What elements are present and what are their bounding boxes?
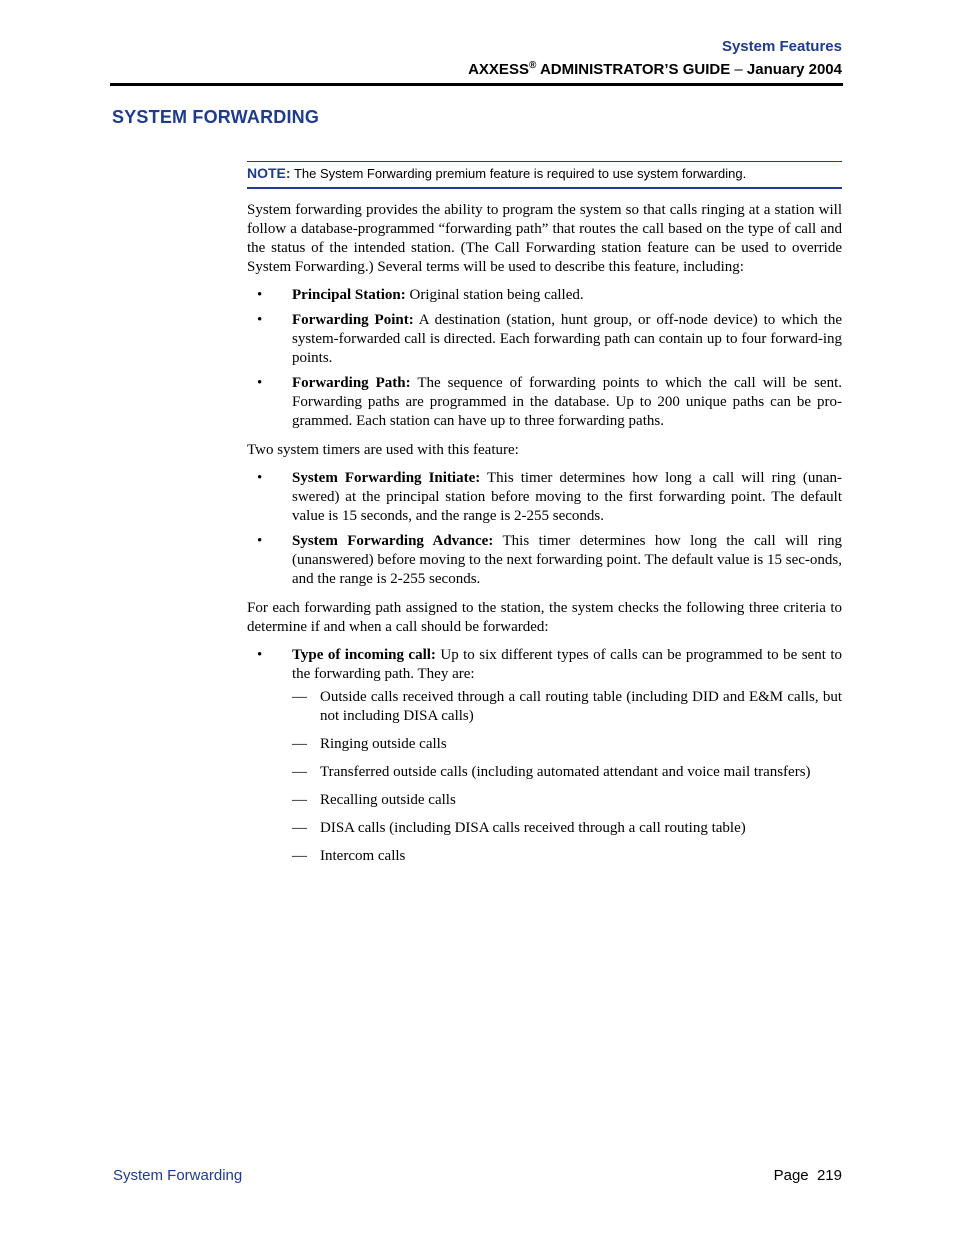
criteria-list xyxy=(247,646,842,866)
note-text: The System Forwarding premium feature is required to use system forwarding. xyxy=(290,166,747,181)
call-type-text: Recalling outside calls xyxy=(320,792,456,808)
timers-list xyxy=(247,469,842,589)
list-item xyxy=(247,532,842,589)
list-item xyxy=(247,646,842,866)
dash-icon: — xyxy=(292,736,307,752)
term-label: Principal Station: xyxy=(292,287,406,303)
dash-icon: — xyxy=(292,764,307,780)
term-text: The sequence of forwarding points to which the call will be sent. Forwarding paths are programmed in the database. Up to 200 unique paths can be pro-grammed. Each station can have up to three forwarding paths. xyxy=(292,375,842,429)
term-label: Forwarding Point: xyxy=(292,312,414,328)
footer-section-name: System Forwarding xyxy=(113,1167,243,1184)
call-type-text: Outside calls received through a call routing table (including DID and E&M calls, but not including DISA calls) xyxy=(320,689,842,724)
criteria-text: Up to six different types of calls can be programmed to be sent to the forwarding path. They are: xyxy=(292,647,842,682)
note-label: NOTE: xyxy=(247,165,291,181)
call-type-item xyxy=(292,688,842,726)
timer-text: This timer determines how long the call will ring (unanswered) before moving to the next forwarding point. The default value is 15 sec-onds, and the range is 2-255 seconds. xyxy=(292,533,842,587)
call-type-text: DISA calls (including DISA calls received through a call routing table) xyxy=(320,820,746,836)
guide-title: ADMINISTRATOR’S GUIDE xyxy=(536,61,731,78)
bullet-icon: • xyxy=(257,312,263,328)
bullet-icon: • xyxy=(257,533,263,549)
list-item xyxy=(247,311,842,368)
body-content xyxy=(247,201,842,876)
term-label: Forwarding Path: xyxy=(292,375,411,391)
criteria-label: Type of incoming call: xyxy=(292,647,436,663)
call-type-item xyxy=(292,791,842,810)
page-title: SYSTEM FORWARDING xyxy=(112,107,320,127)
intro-paragraph: System forwarding provides the ability to program the system so that calls ringing at a station will follow a database-programmed “forwarding path” that routes the call based on the type of call and the status of the intended station. (The Call Forwarding station feature can be used to override System Forwarding.) Several terms will be used to describe this feature, including: xyxy=(247,202,842,275)
registered-mark: ® xyxy=(528,60,537,71)
list-item xyxy=(247,469,842,526)
timer-label: System Forwarding Initiate: xyxy=(292,470,481,486)
term-text: Original station being called. xyxy=(405,287,584,303)
guide-brand: AXXESS xyxy=(468,61,529,78)
list-item xyxy=(247,286,842,305)
dash-icon: — xyxy=(292,689,307,705)
footer-page-number: Page 219 xyxy=(773,1167,842,1184)
timer-text: This timer determines how long a call will ring (unan-swered) at the principal station before moving to the first forwarding point. The default value is 15 seconds, and the range is 2-255 seconds. xyxy=(292,470,842,524)
bullet-icon: • xyxy=(257,647,263,663)
timer-label: System Forwarding Advance: xyxy=(292,533,494,549)
call-type-item xyxy=(292,735,842,754)
bullet-icon: • xyxy=(257,375,263,391)
dash-icon: — xyxy=(292,820,307,836)
terms-list xyxy=(247,286,842,431)
list-item xyxy=(247,374,842,431)
running-header-section: System Features xyxy=(721,38,842,55)
call-type-text: Ringing outside calls xyxy=(320,736,447,752)
call-type-item xyxy=(292,763,842,782)
dash-icon: — xyxy=(292,792,307,808)
bullet-icon: • xyxy=(257,470,263,486)
call-type-item xyxy=(292,847,842,866)
call-type-item xyxy=(292,819,842,838)
bullet-icon: • xyxy=(257,287,263,303)
guide-separator: – xyxy=(730,61,747,78)
header-rule xyxy=(110,83,843,86)
term-text: A destination (station, hunt group, or off-node device) to which the system-forwarded call is directed. Each forwarding path can contain up to four forward-ing points. xyxy=(292,312,843,366)
call-type-text: Transferred outside calls (including automated attendant and voice mail transfers) xyxy=(320,764,811,780)
call-types-list xyxy=(292,688,842,866)
timers-intro: Two system timers are used with this feature: xyxy=(247,442,519,458)
note-box xyxy=(247,161,842,189)
guide-date: January 2004 xyxy=(746,61,842,78)
running-header-guide xyxy=(468,60,842,78)
criteria-intro: For each forwarding path assigned to the station, the system checks the following three criteria to determine if and when a call should be forwarded: xyxy=(247,600,842,635)
dash-icon: — xyxy=(292,848,307,864)
call-type-text: Intercom calls xyxy=(320,848,406,864)
